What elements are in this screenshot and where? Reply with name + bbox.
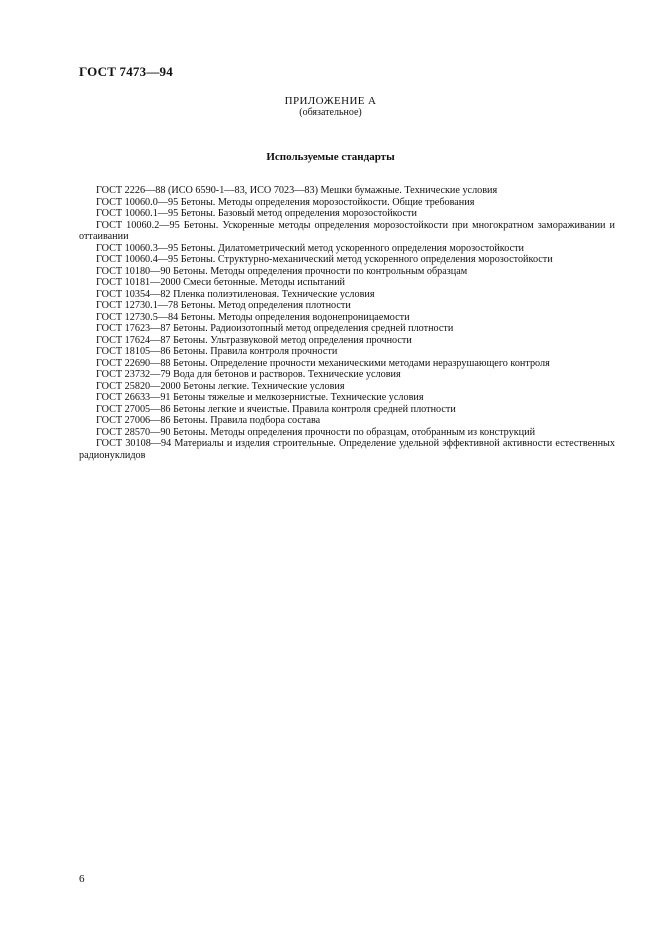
standard-item: ГОСТ 10060.2—95 Бетоны. Ускоренные методы определения морозостойкости при многократном замораживании и оттаивании — [79, 219, 615, 242]
standard-item: ГОСТ 23732—79 Вода для бетонов и растворов. Технические условия — [96, 369, 401, 380]
appendix-heading — [0, 96, 661, 118]
standard-item: ГОСТ 28570—90 Бетоны. Методы определения прочности по образцам, отобранным из конструкций — [96, 426, 536, 438]
standard-item: ГОСТ 17624—87 Бетоны. Ультразвуковой метод определения прочности — [96, 334, 412, 346]
standard-item: ГОСТ 10181—2000 Смеси бетонные. Методы испытаний — [96, 277, 346, 288]
standard-item: ГОСТ 2226—88 (ИСО 6590-1—83, ИСО 7023—83) Мешки бумажные. Технические условия — [96, 185, 498, 196]
standard-item: ГОСТ 10060.1—95 Бетоны. Базовый метод определения морозостойкости — [96, 208, 417, 219]
standard-item: ГОСТ 22690—88 Бетоны. Определение прочности механическими методами неразрушающего контроля — [96, 357, 550, 369]
standard-item: ГОСТ 25820—2000 Бетоны легкие. Технические условия — [96, 380, 345, 392]
section-title: Используемые стандарты — [266, 151, 395, 163]
standard-item: ГОСТ 12730.5—84 Бетоны. Методы определения водонепроницаемости — [96, 311, 410, 323]
standard-item: ГОСТ 30108—94 Материалы и изделия строительные. Определение удельной эффективной активности естественных радионуклидов — [79, 438, 615, 461]
appendix-subtitle: (обязательное) — [299, 107, 362, 118]
standard-item: ГОСТ 10060.3—95 Бетоны. Дилатометрический метод ускоренного определения морозостойкости — [96, 242, 524, 254]
appendix-title: ПРИЛОЖЕНИЕ А — [284, 95, 377, 107]
page-number: 6 — [79, 873, 85, 885]
standard-item: ГОСТ 12730.1—78 Бетоны. Метод определения плотности — [96, 300, 351, 311]
standard-item: ГОСТ 27006—86 Бетоны. Правила подбора состава — [96, 415, 321, 426]
standard-item: ГОСТ 10060.0—95 Бетоны. Методы определения морозостойкости. Общие требования — [96, 196, 475, 208]
standard-item: ГОСТ 10180—90 Бетоны. Методы определения прочности по контрольным образцам — [96, 265, 468, 277]
standard-item: ГОСТ 10060.4—95 Бетоны. Структурно-механический метод ускоренного определения морозостойкости — [96, 254, 553, 265]
standard-item: ГОСТ 27005—86 Бетоны легкие и ячеистые. Правила контроля средней плотности — [96, 403, 456, 415]
document-code: ГОСТ 7473—94 — [79, 64, 173, 79]
standard-item: ГОСТ 18105—86 Бетоны. Правила контроля прочности — [96, 346, 338, 357]
standard-item: ГОСТ 10354—82 Пленка полиэтиленовая. Технические условия — [96, 288, 375, 300]
standard-item: ГОСТ 26633—91 Бетоны тяжелые и мелкозернистые. Технические условия — [96, 392, 424, 403]
standards-list — [79, 185, 615, 461]
standard-item: ГОСТ 17623—87 Бетоны. Радиоизотопный метод определения средней плотности — [96, 323, 454, 334]
